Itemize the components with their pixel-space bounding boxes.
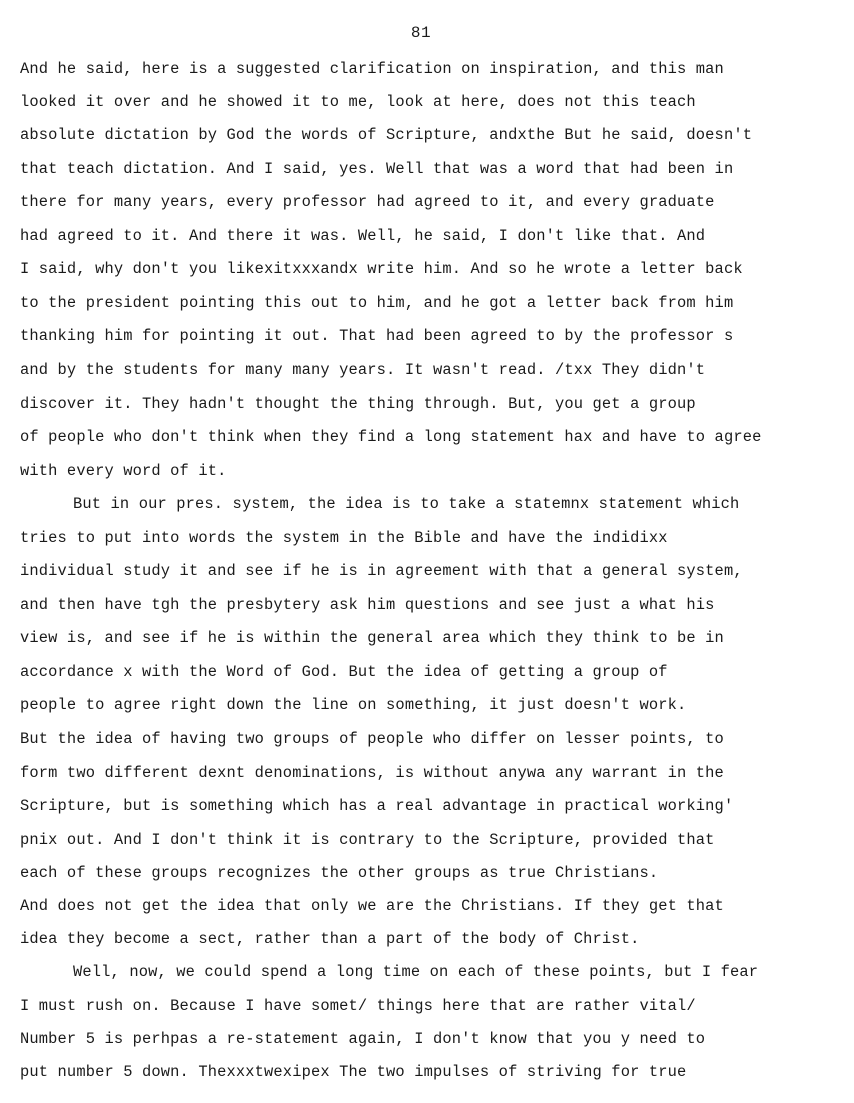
text-line: view is, and see if he is within the general area which they think to be in bbox=[20, 629, 724, 647]
text-line: each of these groups recognizes the other groups as true Christians. bbox=[20, 864, 659, 882]
text-line: accordance x with the Word of God. But the idea of getting a group of bbox=[20, 663, 668, 681]
paragraph-start-line: But in our pres. system, the idea is to take a statemnx statement which bbox=[73, 495, 740, 513]
text-line: I must rush on. Because I have somet/ things here that are rather vital/ bbox=[20, 997, 696, 1015]
text-line: individual study it and see if he is in agreement with that a general system, bbox=[20, 562, 743, 580]
text-line: and by the students for many many years. It wasn't read. /txx They didn't bbox=[20, 361, 706, 379]
text-line: absolute dictation by God the words of Scripture, andxthe But he said, doesn't bbox=[20, 126, 753, 144]
text-line: looked it over and he showed it to me, look at here, does not this teach bbox=[20, 93, 696, 111]
text-line: But the idea of having two groups of people who differ on lesser points, to bbox=[20, 730, 724, 748]
text-line: pnix out. And I don't think it is contrary to the Scripture, provided that bbox=[20, 831, 715, 849]
text-line: and then have tgh the presbytery ask him questions and see just a what his bbox=[20, 596, 715, 614]
text-line: people to agree right down the line on something, it just doesn't work. bbox=[20, 696, 687, 714]
text-line: that teach dictation. And I said, yes. Well that was a word that had been in bbox=[20, 160, 734, 178]
paragraph-start-line: Well, now, we could spend a long time on each of these points, but I fear bbox=[73, 963, 759, 981]
text-line: I said, why don't you likexitxxxandx write him. And so he wrote a letter back bbox=[20, 260, 743, 278]
text-line: had agreed to it. And there it was. Well, he said, I don't like that. And bbox=[20, 227, 706, 245]
text-line: Number 5 is perhpas a re-statement again, I don't know that you y need to bbox=[20, 1030, 706, 1048]
text-line: thanking him for pointing it out. That had been agreed to by the professor s bbox=[20, 327, 734, 345]
text-line: And he said, here is a suggested clarification on inspiration, and this man bbox=[20, 60, 724, 78]
text-line: of people who don't think when they find a long statement hax and have to agree bbox=[20, 428, 762, 446]
text-line: form two different dexnt denominations, is without anywa any warrant in the bbox=[20, 764, 724, 782]
text-line: idea they become a sect, rather than a part of the body of Christ. bbox=[20, 930, 640, 948]
text-line: Scripture, but is something which has a real advantage in practical working' bbox=[20, 797, 734, 815]
text-line: with every word of it. bbox=[20, 462, 227, 480]
text-line: And does not get the idea that only we are the Christians. If they get that bbox=[20, 897, 724, 915]
text-line: tries to put into words the system in the Bible and have the indidixx bbox=[20, 529, 668, 547]
text-line: discover it. They hadn't thought the thing through. But, you get a group bbox=[20, 395, 696, 413]
text-line: to the president pointing this out to him, and he got a letter back from him bbox=[20, 294, 734, 312]
page-number: 81 bbox=[410, 24, 432, 42]
text-line: there for many years, every professor had agreed to it, and every graduate bbox=[20, 193, 715, 211]
text-line: put number 5 down. Thexxxtwexipex The two impulses of striving for true bbox=[20, 1063, 687, 1081]
